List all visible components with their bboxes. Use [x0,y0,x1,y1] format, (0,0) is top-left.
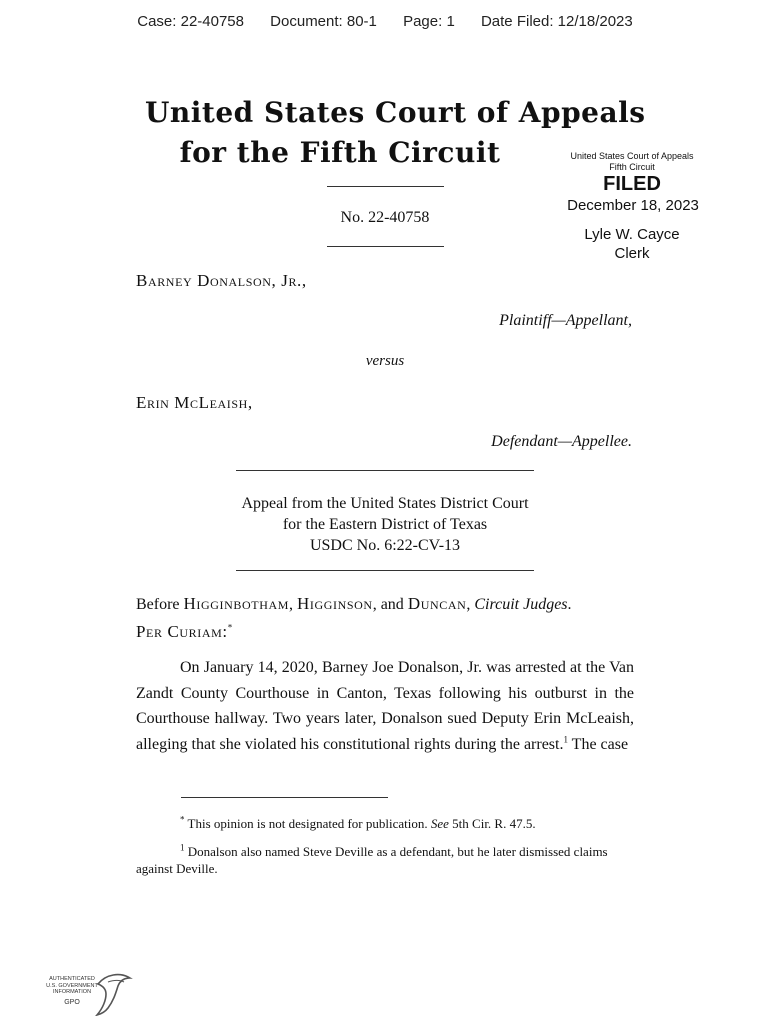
docket-number: No. 22-40758 [340,209,430,226]
footnote-divider [181,797,388,798]
divider [327,246,444,247]
eagle-icon [94,972,134,1016]
gpo-logo-line: INFORMATION [52,989,92,995]
per-curiam-label: Per Curiam: [136,622,228,641]
appeal-line1: Appeal from the United States District Court [241,495,529,512]
footnote-mark: 1 [180,842,185,853]
footnote-citation: 5th Cir. R. 47.5. [452,816,536,831]
footnote-ref: 1 [563,734,568,745]
paragraph-text: On January 14, 2020, Barney Joe Donalson, Jr. was arrested at the Van Zandt County Courthouse in Canton, Texas following his outburst in the Courthouse hallway. Two years later, Donalson sued Deputy Erin McLeaish, alleging that she violated his constitutional rights during the arrest. [136,659,634,753]
appeal-line2: for the Eastern District of Texas [282,516,488,533]
footnote-mark: * [180,814,185,825]
divider [236,570,534,571]
stamp-clerk-title: Clerk [614,245,650,262]
stamp-filed-label: FILED [603,173,661,195]
versus-label: versus [365,353,405,369]
stamp-filed-date: December 18, 2023 [567,197,699,214]
stamp-court-name [562,151,702,173]
divider [236,470,534,471]
per-curiam [136,622,233,642]
gpo-logo-abbr: GPO [64,998,80,1006]
footnote-1 [136,815,634,832]
panel-suffix: Circuit Judges [474,596,568,613]
judge-name: Higginbotham [183,594,290,613]
appeal-caption [200,493,570,556]
stamp-court-line1: United States Court of Appeals [570,151,694,161]
stamp-clerk [562,225,702,263]
court-title-line2: for the Fifth Circuit [179,136,501,169]
judge-name: Duncan [407,594,467,613]
case-number: Case: 22-40758 [137,13,244,30]
plaintiff-name: Barney Donalson, Jr., [136,271,307,290]
footnote-text: Donalson also named Steve Deville as a defendant, but he later dismissed claims against Deville. [136,844,608,876]
opinion-paragraph [136,655,634,757]
document-header [0,13,770,30]
date-filed: Date Filed: 12/18/2023 [480,13,633,30]
footnote-mark: * [227,622,233,633]
footnote-signal: See [430,816,449,831]
gpo-logo-line: U.S. GOVERNMENT [46,982,98,989]
footnote-text: This opinion is not designated for publication. [187,816,428,831]
stamp-clerk-name: Lyle W. Cayce [584,226,680,243]
page-number: Page: 1 [403,13,455,30]
appeal-line3: USDC No. 6:22-CV-13 [309,537,461,554]
panel-line: Before Higginbotham, Higginson, and Duncan, Circuit Judges. [136,594,572,613]
plaintiff-role: Plaintiff—Appellant, [499,312,632,329]
gpo-logo-text [44,976,100,1006]
gpo-authentication-logo [44,972,134,1016]
defendant-role: Defendant—Appellee. [491,433,632,450]
document-number: Document: 80-1 [270,13,377,30]
paragraph-text-continued: The case [567,735,629,753]
defendant-name: Erin McLeaish, [136,393,253,412]
stamp-court-line2: Fifth Circuit [609,162,655,172]
divider [327,186,444,187]
court-title-line1: United States Court of Appeals [145,96,646,129]
panel-conjunction: and [380,596,404,613]
panel-prefix: Before [136,596,180,613]
judge-name: Higginson [297,594,373,613]
gpo-logo-line: AUTHENTICATED [49,976,95,982]
footnote-2 [136,843,634,877]
